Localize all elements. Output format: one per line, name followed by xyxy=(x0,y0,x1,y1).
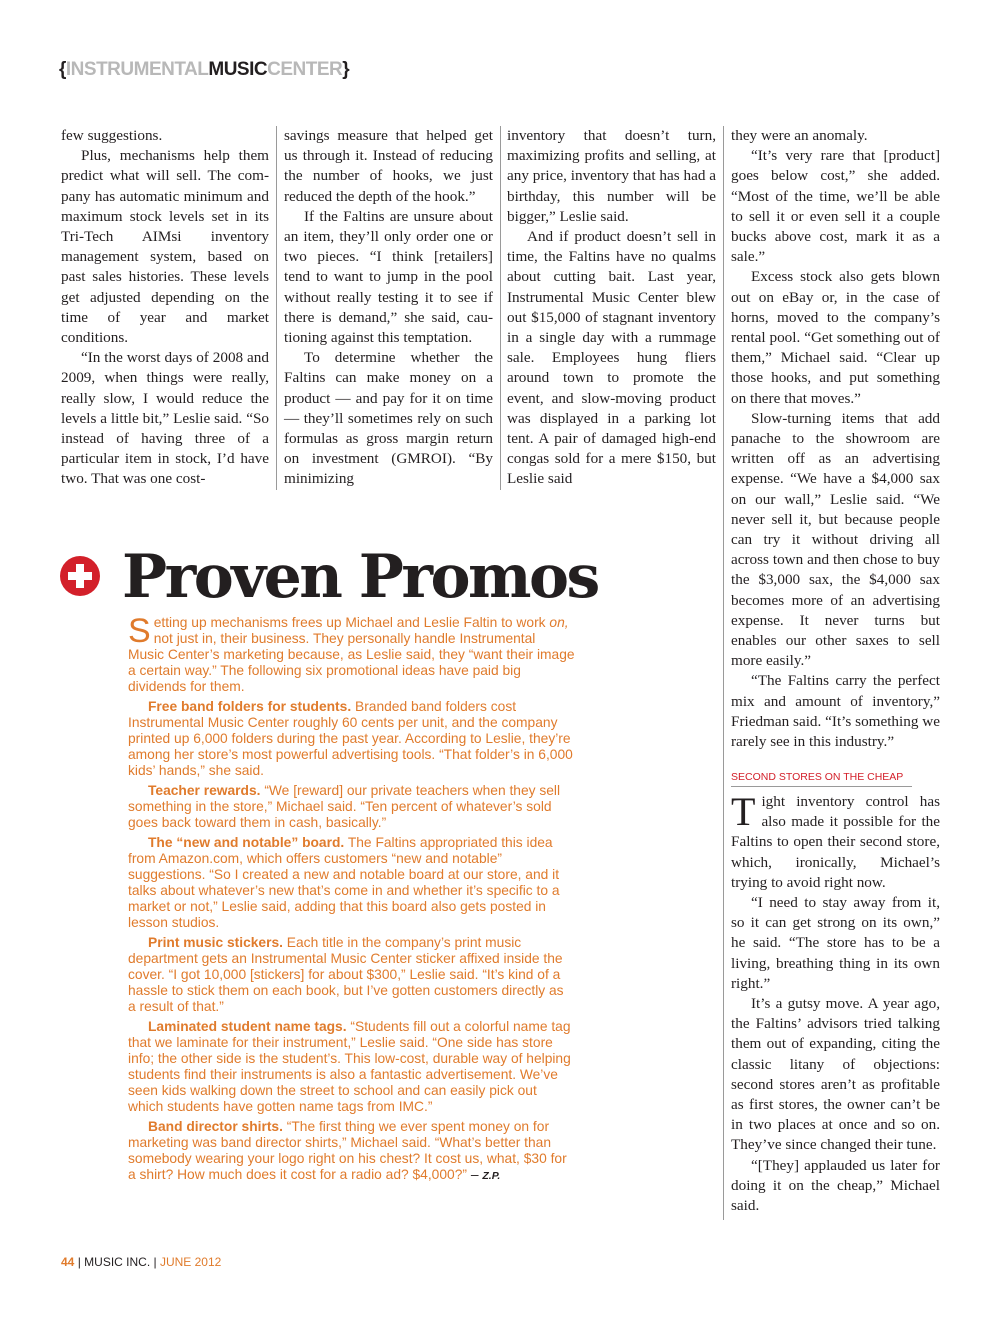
issue-date: JUNE 2012 xyxy=(159,1255,222,1269)
page-footer xyxy=(61,1255,221,1269)
paragraph: few suggestions. xyxy=(61,127,163,144)
paragraph: Slow-turning items that add panache to the showroom are written off as an advertising expense. “We have a $4,000 sax on our wall,” Leslie said. “We never sell it, but because people can try it without driving all across town and then chose to buy the $3,000 sax, the $4,000 sax becomes more of an advertising expense. It never turns but enables our other saxes to sell more easily.” xyxy=(731,409,940,670)
promo-item xyxy=(128,835,575,932)
column-divider xyxy=(723,126,724,1220)
promo-item-text: “Students fill out a colorful name tag that we laminate for their instrument,” Leslie said. “One side has store info; the other side is the student’s. This low-cost, durable way of helping students find their instruments is also a fantastic advertisement. We’ve seen kids walking down the street to school and can easily pick out which students have gotten name tags from IMC.” xyxy=(128,1018,571,1115)
promo-item-heading: Free band folders for students. xyxy=(148,698,352,714)
footer-separator: | xyxy=(150,1255,160,1269)
plus-circle-icon xyxy=(60,556,100,596)
header-word-center: CENTER xyxy=(267,59,343,80)
lead-text: ight inventory control has also made it possible for the Faltins to open their second store, which, ironically, Michael’s trying to avoid right now. xyxy=(731,793,940,891)
paragraph: It’s a gutsy move. A year ago, the Faltins’ advisors tried talking them out of expanding, citing the classic litany of objections: second stores aren’t as profitable as first stores, the owner can’t be in two places at once and so on. They’ve since changed their tune. xyxy=(731,995,940,1154)
paragraph: they were an anomaly. xyxy=(731,127,868,144)
page-number: 44 xyxy=(61,1255,75,1269)
promo-item-heading: Teacher rewards. xyxy=(148,782,261,798)
column-divider xyxy=(500,126,501,490)
paragraph: “[They] applauded us later for doing it on the cheap,” Michael said. xyxy=(731,1156,940,1215)
sidebar-intro xyxy=(128,612,575,695)
promo-item-heading: Laminated student name tags. xyxy=(148,1018,347,1034)
byline: Z.P. xyxy=(482,1170,501,1183)
plus-bar-vertical xyxy=(76,564,84,588)
section-heading: SECOND STORES ON THE CHEAP xyxy=(731,771,912,787)
promo-item-heading: The “new and notable” board. xyxy=(148,834,345,850)
paragraph: “The Faltins carry the perfect mix and amount of inventory,” Friedman said. “It’s something we rarely see in this industry.” xyxy=(731,672,940,751)
paragraph: Excess stock also gets blown out on eBay or, in the case of horns, moved to the company’s rental pool. “Get something out of them,” Michael said. “Clear up those hooks, and put something on there that moves.” xyxy=(731,268,940,407)
promo-item-heading: Band director shirts. xyxy=(148,1118,283,1134)
header-open-brace: { xyxy=(59,59,66,80)
section-lead xyxy=(731,789,940,893)
promo-item-text: Branded band folders cost Instrumental Music Center roughly 60 cents per unit, and the company printed up 6,000 folders during the past year. According to Leslie, they’re among her store’s most powerful advertising tools. “That folder’s in 6,000 kids’ hands,” she said. xyxy=(128,698,573,779)
header-close-brace: } xyxy=(342,59,350,80)
promo-item-text: Each title in the company’s print music department gets an Instrumental Music Center sticker affixed inside the cover. “I got 10,000 [stickers] for about $300,” Leslie said. “It’s kind of a hassle to stick them on each book, but I’ve gotten customers directly as a result of that.” xyxy=(128,934,564,1015)
paragraph: savings measure that helped get us through it. Instead of reducing the number of hooks, we just reduced the depth of the hook.” xyxy=(284,127,493,205)
paragraph: And if product doesn’t sell in time, the Faltins have no qualms about cutting bait. Last year, Instrumental Music Center blew out $15,000 of stagnant inventory in a single day with a rummage sale. Employees hung fliers around town to promote the event, and slow-moving product was displayed in a parking lot tent. A pair of damaged high-end congas sold for a mere $150, but Leslie said xyxy=(507,228,716,488)
article-column-4 xyxy=(731,126,940,752)
paragraph: “It’s very rare that [product] goes below cost,” she added. “Most of the time, we’ll be able to sell it or even sell it a couple bucks above cost, mark it as a sale.” xyxy=(731,147,940,266)
sidebar-title: Proven Promos xyxy=(122,542,598,612)
paragraph: “I need to stay away from it, so it can get strong on its own,” he said. “The store has to be a living, breathing thing in its own right.” xyxy=(731,894,940,992)
byline-dash: – xyxy=(470,1167,479,1183)
paragraph: If the Faltins are unsure about an item, they’ll only order one or two pieces. “I think [retailers] tend to want to jump in the pool without really testing it to see if there is demand,” she said, cautioning against this temptation. xyxy=(284,207,493,347)
article-column-3 xyxy=(507,126,716,490)
intro-emphasis: on, xyxy=(549,615,569,630)
paragraph: Plus, mechanisms help them predict what will sell. The company has automatic minimum and maximum stock levels set in its Tri-Tech AIMsi inventory management system, based on past sales histories. These levels get adjusted depending on the time of year and market conditions. xyxy=(61,147,269,347)
promo-item xyxy=(128,1019,575,1116)
running-header xyxy=(59,58,349,82)
promo-item-heading: Print music stickers. xyxy=(148,934,283,950)
footer-separator: | xyxy=(74,1255,85,1269)
drop-cap: S xyxy=(128,612,151,650)
promo-item xyxy=(128,783,575,831)
sidebar-body xyxy=(128,612,575,1188)
paragraph: “In the worst days of 2008 and 2009, when things were really, really slow, I would reduce the levels a little bit,” Leslie said. “So instead of having three of a particular item in stock, I’d have two. That was one cost- xyxy=(61,349,269,488)
promo-item-text: “We [reward] our private teachers when they sell something in the store,” Michael said. “Ten percent of whatever’s sold goes back toward them in cash, basically.” xyxy=(128,782,561,831)
column-divider xyxy=(276,126,277,490)
paragraph: inventory that doesn’t turn, maximizing profits and selling, at any price, inventory that has had a birthday, this number will be bigger,” Leslie said. xyxy=(507,127,716,225)
intro-text: not just in, their business. They personally handle Instrumental Music Center’s marketing because, as Leslie said, they “want their image a certain way.” The following six promotional ideas have paid big dividends for them. xyxy=(128,631,575,695)
header-word-instrumental: INSTRUMENTAL xyxy=(65,59,209,80)
article-column-1 xyxy=(61,126,269,490)
header-word-music: MUSIC xyxy=(208,59,268,80)
promo-item-text: The Faltins appropriated this idea from Amazon.com, which offers customers “new and notable” suggestions. “So I created a new and notable board at our store, and it talks about whatever’s new that’s come in and whether it’s specific to a market or not,” Leslie said, adding that this board also gets posted in lesson studios. xyxy=(128,834,560,931)
promo-item xyxy=(128,699,575,779)
promo-item xyxy=(128,1119,575,1184)
section-body xyxy=(731,789,940,1216)
paragraph: To determine whether the Faltins can make money on a product — and pay for it on time — they’ll sometimes rely on such formulas as gross margin return on investment (GMROI). “By minimizing xyxy=(284,349,493,488)
drop-cap: T xyxy=(731,789,756,834)
intro-text: etting up mechanisms frees up Michael and Leslie Faltin to work xyxy=(153,615,550,630)
magazine-name: MUSIC INC. xyxy=(84,1255,151,1269)
promo-item-text: “The first thing we ever spent money on for marketing was band director shirts,” Michael said. “What’s better than somebody wearing your logo right on his chest? It cost us, what, $30 for a shirt? How much does it cost for a radio ad? $4,000?” xyxy=(128,1118,567,1183)
article-column-2 xyxy=(284,126,493,490)
promo-item xyxy=(128,935,575,1015)
